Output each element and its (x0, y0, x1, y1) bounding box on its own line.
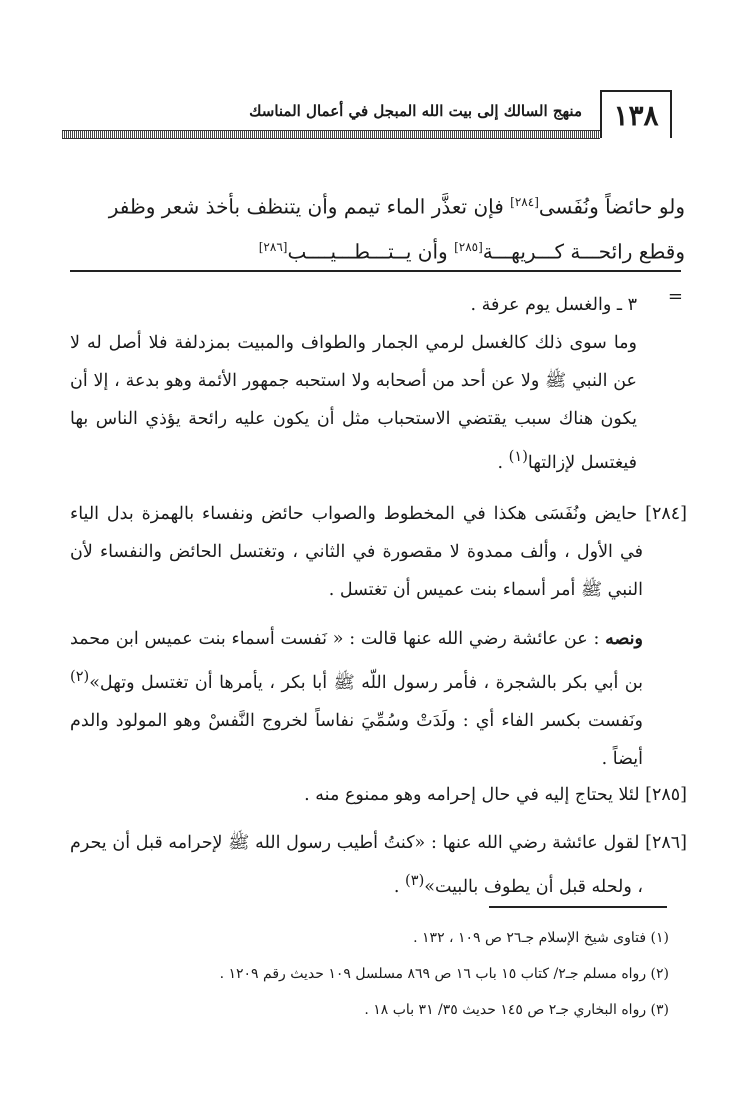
footnotes (70, 920, 669, 1028)
main-line: وقطع رائحـــة كـــريهـــة[٢٨٥] وأن يــتـــطـــيــــب[٢٨٦] (258, 239, 685, 264)
item-3: ٣ ـ والغسل يوم عرفة . (470, 295, 637, 315)
note-285: [٢٨٥] لئلا يحتاج إليه في حال إحرامه وهو ممنوع منه . (304, 785, 687, 805)
note-label-285: [٢٨٥] (645, 785, 687, 805)
footnote-1: (١) فتاوى شيخ الإسلام جـ٢٦ ص ١٠٩ ، ١٣٢ . (413, 930, 669, 946)
footnote-ref-1: (١) (508, 448, 528, 465)
ref-286: [٢٨٦] (258, 239, 288, 254)
footnote-ref-3: (٣) (405, 872, 425, 889)
note-286: [٢٨٦] لقول عائشة رضي الله عنها : «كنتُ أطيب رسول الله ﷺ لإحرامه قبل أن يحرم ، ولحله قبل أن يطوف بالبيت»$^{(٣)}$ . (70, 833, 687, 897)
footnote-3: (٣) رواه البخاري جـ٢ ص ١٤٥ حديث ٣٥/ ٣١ باب ١٨ . (364, 1002, 669, 1018)
nass-quote: ونصه : عن عائشة رضي الله عنها قالت : « نَفست أسماء بنت عميس ابن محمد بن أبي بكر بالشجرة ، فأمر رسول اللّه ﷺ أبا بكر ، يأمرها أن تغتسل وتهل»$^{(٢)}$ ونَفست بكسر الفاء أي : ولَدَتْ وسُمِّيَ نفاساً لخروج النَّفسْ وهو المولود والدم أيضاً . (70, 629, 643, 769)
footnote-ref-2: (٢) (70, 668, 90, 685)
main-text (72, 182, 685, 271)
nass-label: ونصه (605, 629, 643, 649)
note-label-284: [٢٨٤] (645, 504, 687, 524)
note-284: [٢٨٤] حايض ونُفَسَى هكذا في المخطوط والصواب حائض ونفساء بالهمزة بدل الياء في الأول ، وألف ممدوة لا مقصورة في الثاني ، وتغتسل الحائض والنفساء لأن النبي ﷺ أمر أسماء بنت عميس أن تغتسل . (70, 504, 687, 600)
page-header (62, 90, 672, 144)
header-rule (62, 130, 600, 139)
running-title: منهج السالك إلى بيت الله المبجل في أعمال المناسك (249, 102, 582, 120)
ref-285: [٢٨٥] (454, 239, 483, 254)
main-line: ولو حائضاً ونُفَسى[٢٨٤] فإن تعذَّر الماء تيمم وأن يتنظف بأخذ شعر وظفر (108, 194, 685, 219)
footnote-rule (489, 906, 667, 908)
ref-284: [٢٨٤] (510, 195, 539, 209)
page-number: ١٣٨ (600, 90, 672, 138)
equals-sign: = (667, 286, 683, 307)
footnote-2: (٢) رواه مسلم جـ٢/ كتاب ١٥ باب ١٦ ص ٨٦٩ مسلسل ١٠٩ حديث رقم ١٢٠٩ . (219, 966, 669, 982)
paragraph-1: وما سوى ذلك كالغسل لرمي الجمار والطواف والمبيت بمزدلفة فلا أصل له لا عن النبي ﷺ ولا عن أحد من أصحابه ولا استحبه جمهور الأئمة وهو بدعة ، إلا أن يكون هناك سبب يقتضي الاستحباب مثل أن يكون عليه رائحة يؤذي الناس بها فيغتسل لإزالتها$^{(١)}$ . (70, 333, 637, 473)
commentary-item-3 (70, 286, 637, 482)
main-rule (70, 270, 681, 272)
note-label-286: [٢٨٦] (645, 833, 687, 853)
